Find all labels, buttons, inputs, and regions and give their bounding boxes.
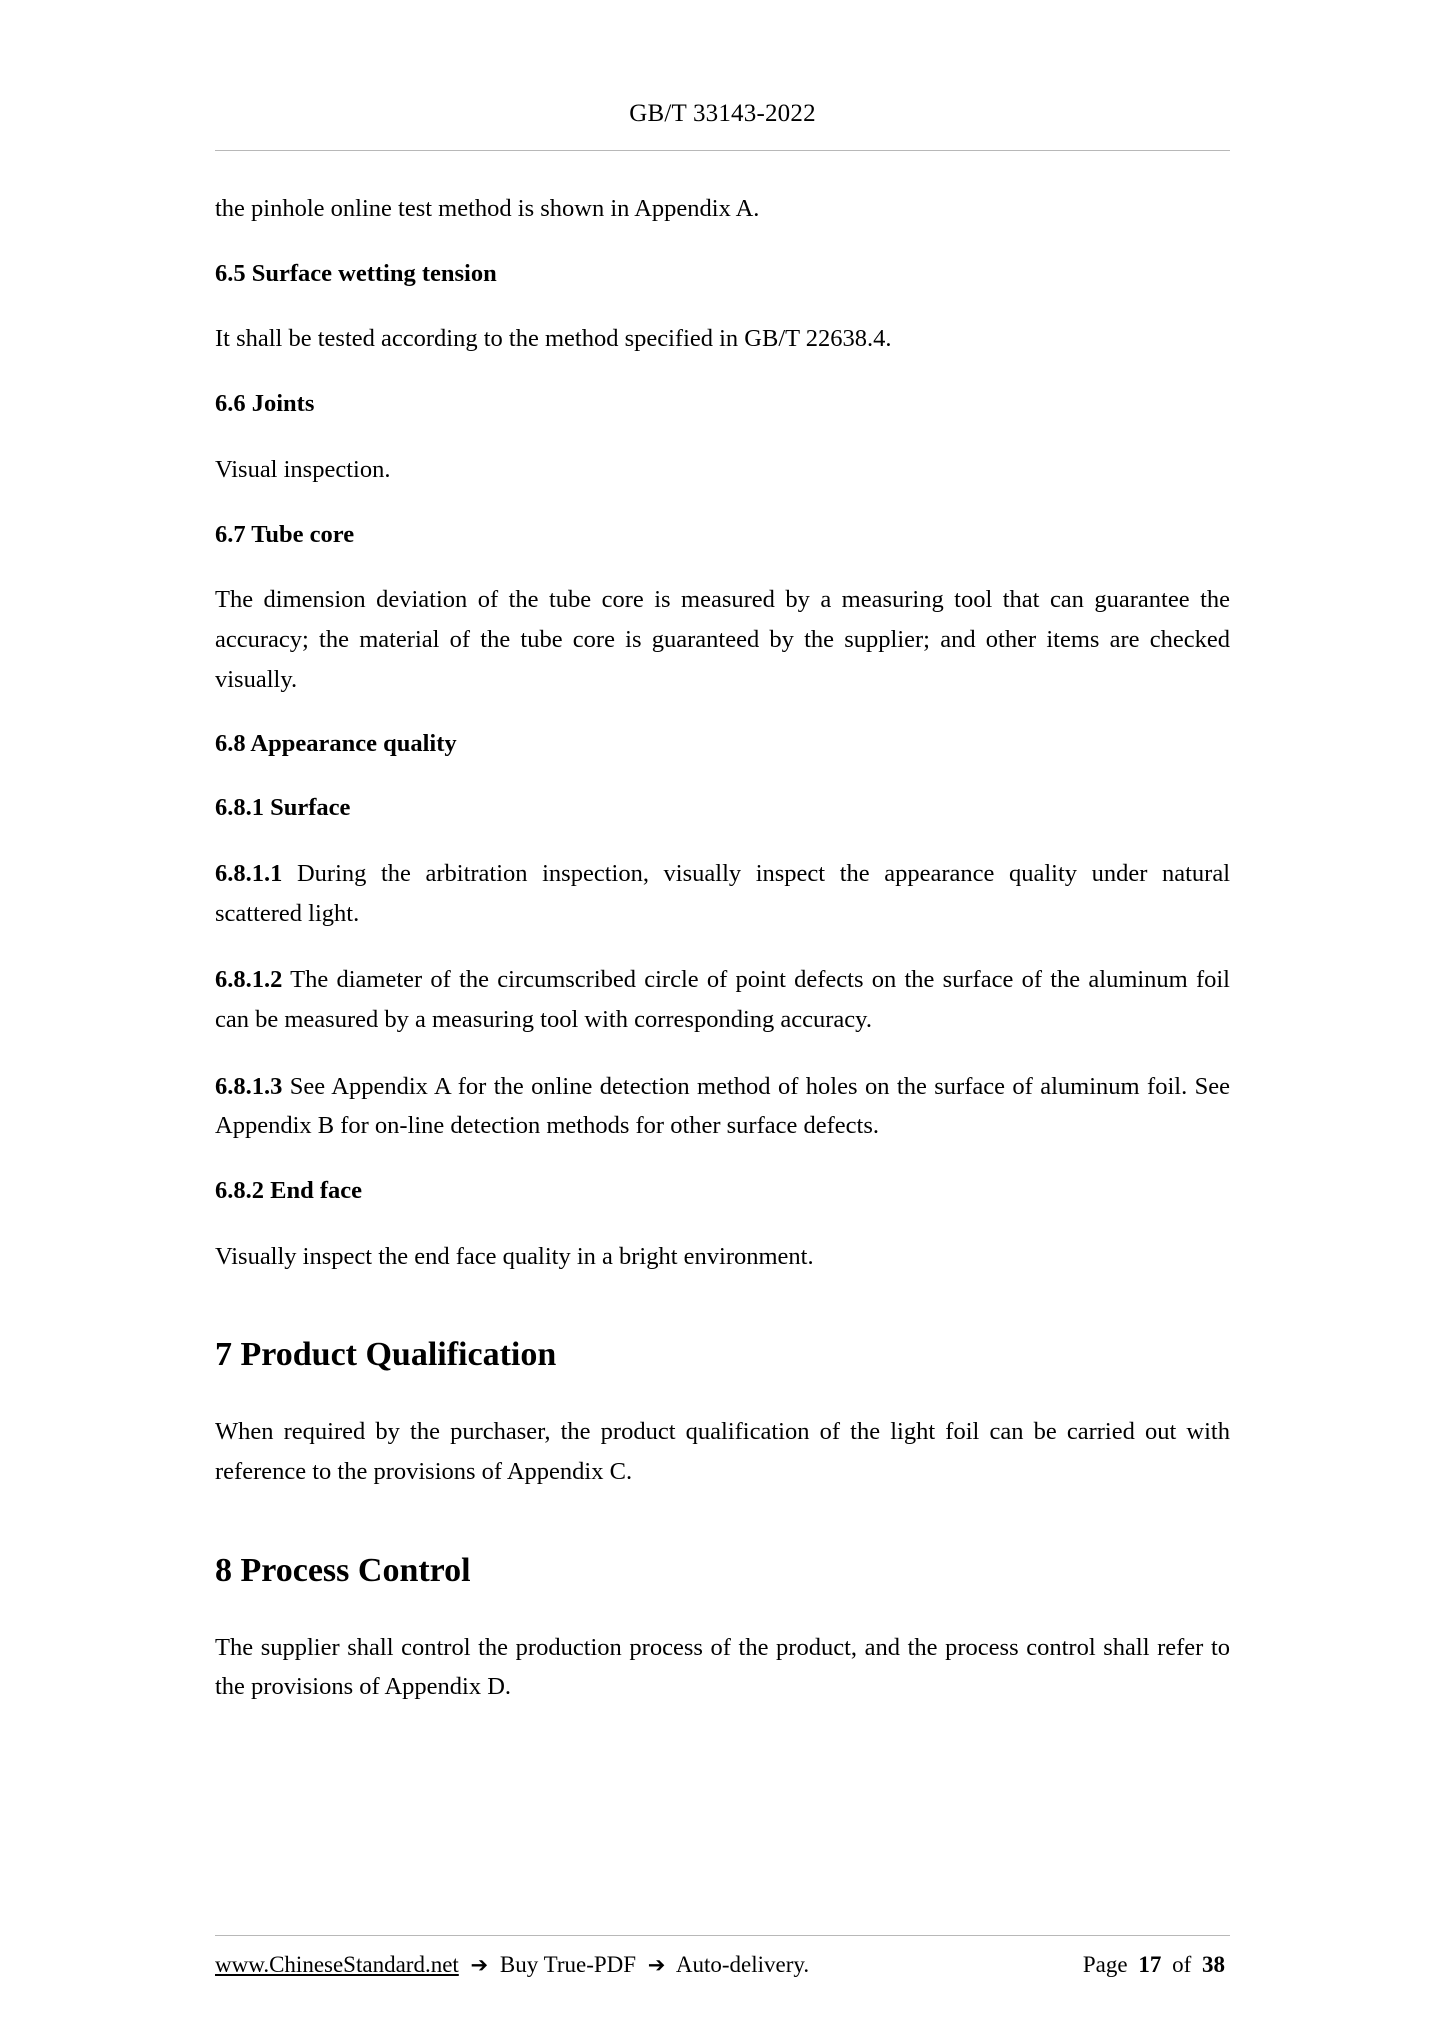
heading-6-8-2-end-face: 6.8.2 End face [215,1177,362,1204]
clause-number-6-8-1-2: 6.8.1.2 [215,966,283,994]
heading-6-8-appearance-quality: 6.8 Appearance quality [215,730,457,758]
arrow-right-icon-2: ➔ [647,1953,666,1977]
page-indicator [1083,1952,1230,1978]
heading-6-6-joints: 6.6 Joints [215,390,315,418]
para-clause-8-body: The supplier shall control the production process of the product, and the process control shall refer to the provisions of Appendix D. [215,1633,1230,1701]
heading-6-7-tube-core: 6.7 Tube core [215,520,355,548]
chinesestandard-link[interactable]: www.ChineseStandard.net [215,1952,459,1977]
para-clause-7-body: When required by the purchaser, the product qualification of the light foil can be carried out with reference to the provisions of Appendix C. [215,1418,1230,1486]
para-6-7-body: The dimension deviation of the tube core is measured by a measuring tool that can guarantee the accuracy; the material of the tube core is guaranteed by the supplier; and other items are checked visually. [215,586,1230,693]
footer-divider [215,1935,1230,1936]
document-header [215,0,1230,151]
heading-7-product-qualification: 7 Product Qualification [215,1336,557,1374]
para-6-5-body: It shall be tested according to the method specified in GB/T 22638.4. [215,325,892,353]
clause-number-6-8-1-1: 6.8.1.1 [215,859,283,887]
total-pages: 38 [1202,1952,1225,1977]
para-6-8-1-3 [215,1067,1230,1146]
document-body [215,151,1230,1707]
of-label: of [1172,1952,1192,1977]
buy-true-pdf-label: Buy True-PDF [499,1952,637,1977]
heading-6-5-surface-wetting-tension: 6.5 Surface wetting tension [215,259,497,287]
standard-number: GB/T 33143-2022 [629,100,816,127]
clause-text-6-8-1-1: During the arbitration inspection, visually inspect the appearance quality under natural scattered light. [215,859,1230,927]
auto-delivery-label: Auto-delivery. [675,1952,810,1977]
para-6-8-1-2 [215,960,1230,1039]
para-6-6-body: Visual inspection. [215,455,391,483]
page-number: 17 [1138,1952,1162,1977]
para-pinhole-method: the pinhole online test method is shown in Appendix A. [215,195,760,222]
para-6-8-2-body: Visually inspect the end face quality in a bright environment. [215,1242,814,1270]
para-6-8-1-1 [215,854,1230,933]
page-content [215,0,1230,2044]
heading-6-8-1-surface: 6.8.1 Surface [215,794,351,822]
clause-text-6-8-1-2: The diameter of the circumscribed circle of point defects on the surface of the aluminum foil can be measured by a measuring tool with corresponding accuracy. [215,966,1230,1033]
page-footer [215,1935,1230,1978]
clause-text-6-8-1-3: See Appendix A for the online detection method of holes on the surface of aluminum foil. See Appendix B for on-line detection methods for other surface defects. [215,1072,1230,1140]
heading-8-process-control: 8 Process Control [215,1551,471,1589]
arrow-right-icon: ➔ [470,1953,489,1977]
page-label: Page [1082,1952,1128,1977]
clause-number-6-8-1-3: 6.8.1.3 [215,1072,283,1100]
footer-promo [215,1952,809,1978]
